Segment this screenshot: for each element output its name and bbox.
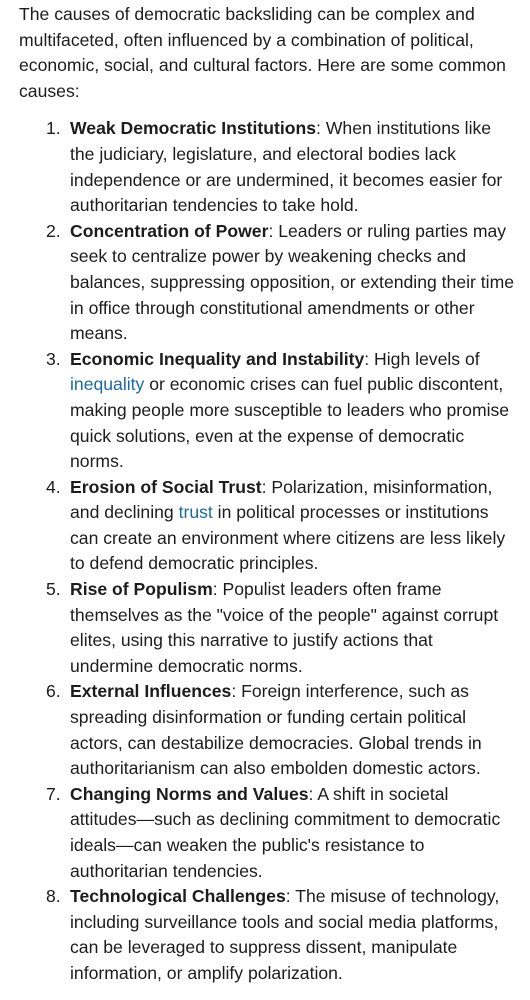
- list-number: 7.: [46, 783, 61, 804]
- cause-description: Leaders or ruling parties may seek to centralize power by weakening checks and balances, suppressing opposition, or extending their time in office through constitutional amendments or other means.: [70, 220, 515, 344]
- list-number: 8.: [46, 886, 61, 907]
- list-item-changing-norms: [19, 782, 516, 884]
- cause-description: Foreign interference, such as spreading disinformation or funding certain political actors, can destabilize democracies. Global trends in authoritarianism can also embolden domestic actors.: [70, 681, 482, 779]
- list-number: 5.: [46, 579, 61, 600]
- list-number: 3.: [46, 348, 61, 369]
- term-colon: :: [268, 220, 274, 241]
- cause-term: Rise of Populism: [70, 579, 213, 600]
- term-colon: :: [231, 681, 237, 702]
- cause-description: A shift in societal attitudes—such as declining commitment to democratic ideals—can weaken the public's resistance to authoritarian tendencies.: [70, 783, 501, 881]
- cause-term: Weak Democratic Institutions: [70, 118, 317, 139]
- list-item-external-influences: [19, 679, 516, 781]
- cause-description: Populist leaders often frame themselves as the "voice of the people" against corrupt elites, using this narrative to justify actions that undermine democratic norms.: [70, 579, 499, 676]
- cause-term: Changing Norms and Values: [70, 783, 309, 804]
- causes-list: [19, 116, 516, 986]
- list-item-social-trust: [19, 475, 516, 577]
- list-item-concentration-of-power: [19, 219, 516, 347]
- cause-description: When institutions like the judiciary, legislature, and electoral bodies lack independence or are undermined, it becomes easier for authoritarian tendencies to take hold.: [70, 118, 503, 216]
- cause-term: Concentration of Power: [70, 220, 269, 241]
- intro-paragraph: The causes of democratic backsliding can be complex and multifaceted, often influenced by a combination of political, economic, social, and cultural factors. Here are some common causes:: [19, 4, 506, 101]
- cause-term: Erosion of Social Trust: [70, 476, 262, 497]
- list-item-economic-inequality: [19, 347, 516, 475]
- list-number: 4.: [46, 476, 61, 497]
- term-colon: :: [364, 348, 370, 369]
- cause-term: Technological Challenges: [70, 886, 286, 907]
- list-item-technological-challenges: [19, 884, 516, 986]
- cause-term: External Influences: [70, 681, 232, 702]
- term-colon: :: [308, 783, 314, 804]
- inequality-link[interactable]: inequality: [70, 374, 145, 395]
- term-colon: :: [261, 476, 267, 497]
- cause-description: The misuse of technology, including surveillance tools and social media platforms, can be leveraged to suppress dissent, manipulate information, or amplify polarization.: [70, 886, 500, 983]
- term-colon: :: [285, 886, 291, 907]
- trust-link[interactable]: trust: [178, 502, 213, 523]
- cause-description-before: High levels of: [369, 348, 480, 369]
- cause-description-after: in political processes or institutions can create an environment where citizens are less likely to defend democratic principles.: [70, 502, 506, 574]
- list-item-rise-of-populism: [19, 577, 516, 679]
- cause-description-before: Polarization, misinformation, and declining: [70, 476, 493, 523]
- list-number: 2.: [46, 220, 61, 241]
- list-item-weak-institutions: [19, 116, 516, 218]
- cause-description-after: or economic crises can fuel public discontent, making people more susceptible to leaders who promise quick solutions, even at the expense of democratic norms.: [70, 374, 510, 472]
- cause-term: Economic Inequality and Instability: [70, 348, 365, 369]
- list-number: 6.: [46, 681, 61, 702]
- term-colon: :: [316, 118, 321, 139]
- list-number: 1.: [46, 118, 61, 139]
- term-colon: :: [212, 579, 218, 600]
